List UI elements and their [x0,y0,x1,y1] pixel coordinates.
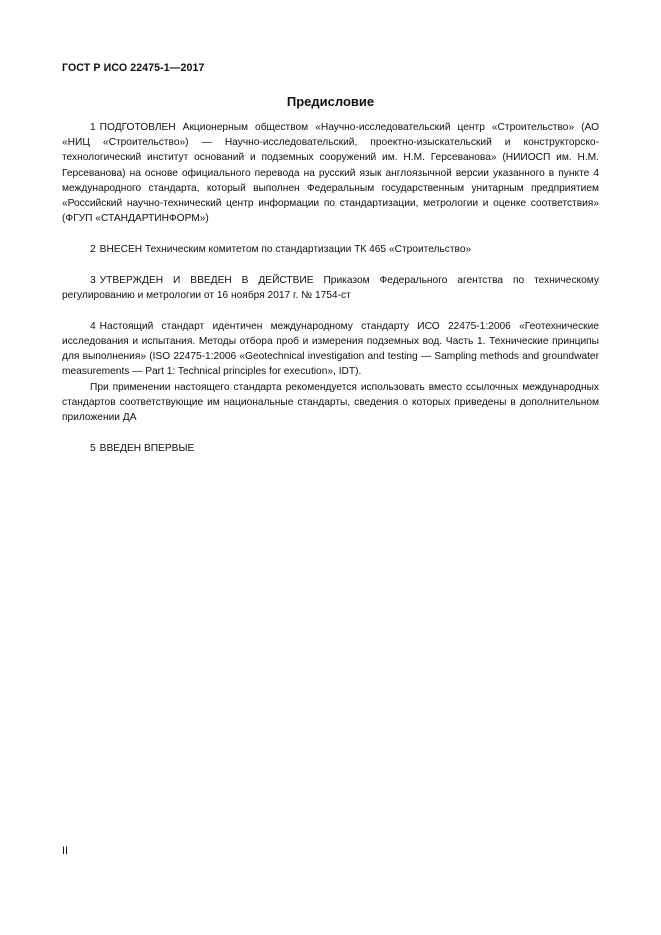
paragraph-2 [62,242,599,257]
paragraph-1 [62,120,599,226]
paragraph-number: 4 [90,320,96,332]
paragraph-text: ПОДГОТОВЛЕН Акционерным обществом «Научно-исследовательский центр «Строительство» (АО «НИЦ «Строительство») — Научно-исследовательский, проектно-изыскательский и конструкторско-технологический институт оснований и подземных сооружений им. Н.М. Герсеванова» (НИИОСП им. Н.М. Герсеванова) на основе официального перевода на русский язык англоязычной версии указанного в пункте 4 международного стандарта, который выполнен Федеральным государственным унитарным предприятием «Российский научно-технический центр информации по стандартизации, метрологии и оценке соответствия» (ФГУП «СТАНДАРТИНФОРМ») [62,122,599,225]
foreword-body [62,120,599,456]
paragraph-text: УТВЕРЖДЕН И ВВЕДЕН В ДЕЙСТВИЕ Приказом Федерального агентства по техническому регулированию и метрологии от 16 ноября 2017 г. № 1754-ст [62,274,599,302]
paragraph-number: 3 [90,274,96,286]
page-title: Предисловие [286,94,375,109]
page-number: II [62,845,68,857]
paragraph-text: Настоящий стандарт идентичен международному стандарту ИСО 22475-1:2006 «Геотехнические исследования и испытания. Методы отбора проб и измерения подземных вод. Часть 1. Технические принципы для выполнения» (ISO 22475-1:2006 «Geotechnical investigation and testing — Sampling methods and groundwater measurements — Part 1: Technical principles for execution», IDT). [62,320,599,378]
paragraph-4 [62,319,599,380]
paragraph-number: 1 [90,122,96,133]
paragraph-5 [62,441,599,456]
paragraph-text: ВВЕДЕН ВПЕРВЫЕ [99,442,195,454]
document-code: ГОСТ Р ИСО 22475-1—2017 [62,62,205,74]
paragraph-number: 5 [90,442,96,454]
paragraph-3 [62,273,599,303]
paragraph-4-note: При применении настоящего стандарта рекомендуется использовать вместо ссылочных международных стандартов соответствующие им национальные стандарты, сведения о которых приведены в дополнительном приложении ДА [62,381,599,424]
paragraph-number: 2 [90,244,96,256]
paragraph-text: ВНЕСЕН Техническим комитетом по стандартизации ТК 465 «Строительство» [99,244,472,256]
